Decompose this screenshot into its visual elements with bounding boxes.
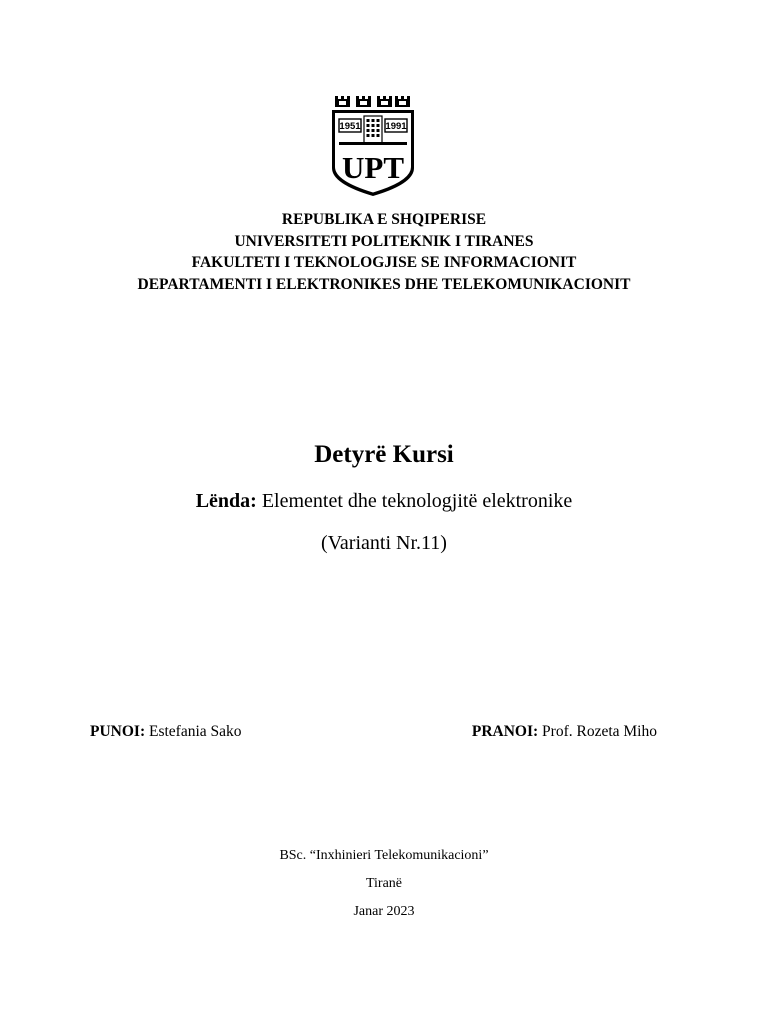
- subject-label: Lënda:: [195, 490, 257, 512]
- crest-acronym: UPT: [342, 150, 404, 185]
- institution-line-republic: REPUBLIKA E SHQIPERISE: [281, 211, 487, 228]
- crest-year-left: 1951: [339, 121, 361, 132]
- author-name: Estefania Sako: [145, 723, 242, 740]
- degree-program: BSc. “Inxhinieri Telekomunikacioni”: [279, 848, 489, 863]
- date: Janar 2023: [353, 904, 415, 919]
- institution-line-faculty: FAKULTETI I TEKNOLOGJISE SE INFORMACIONIT: [191, 254, 577, 271]
- institution-line-department: DEPARTAMENTI I ELEKTRONIKES DHE TELEKOMUNIKACIONIT: [137, 275, 631, 293]
- institution-header: [0, 209, 768, 295]
- variant-label: (Varianti Nr.11): [321, 532, 447, 554]
- author-line: [90, 721, 242, 743]
- crest-year-right: 1991: [385, 121, 407, 132]
- upt-crest-icon: [329, 94, 417, 198]
- author-label: PUNOI:: [90, 723, 146, 740]
- institution-line-university: UNIVERSITETI POLITEKNIK I TIRANES: [234, 232, 534, 250]
- subject-line: [0, 487, 768, 515]
- reviewer-line: [472, 721, 657, 743]
- reviewer-name: Prof. Rozeta Miho: [538, 723, 657, 740]
- city: Tiranë: [365, 876, 403, 891]
- reviewer-label: PRANOI:: [471, 723, 539, 740]
- document-title: Detyrë Kursi: [314, 441, 454, 468]
- subject-value: Elementet dhe teknologjitë elektronike: [256, 490, 573, 512]
